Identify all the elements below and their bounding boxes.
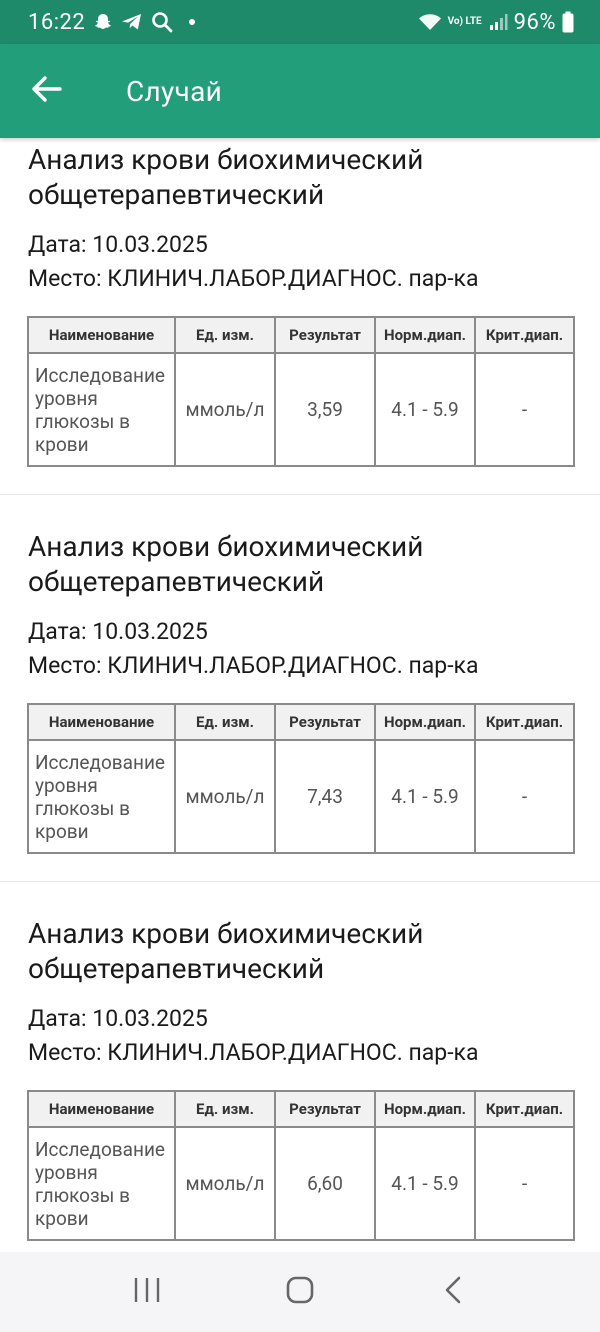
table-header-row	[28, 1091, 574, 1127]
snapchat-icon	[93, 12, 113, 32]
record-title: Анализ крови биохимический общетерапевтический	[28, 143, 424, 211]
header-unit: Ед. изм.	[175, 317, 275, 353]
table-row	[28, 1127, 574, 1240]
records-list[interactable]	[0, 138, 600, 1252]
status-time: 16:22	[28, 9, 86, 35]
header-unit: Ед. изм.	[175, 1091, 275, 1127]
header-norm: Норм.диап.	[375, 1091, 475, 1127]
results-table	[27, 703, 575, 854]
header-unit: Ед. изм.	[175, 704, 275, 740]
cell-crit: -	[475, 740, 574, 853]
status-bar	[0, 0, 600, 44]
page-title: Случай	[126, 74, 223, 108]
system-nav-bar	[0, 1252, 600, 1332]
notification-dot-icon	[189, 19, 195, 25]
record-date: Дата: 10.03.2025	[28, 618, 208, 645]
header-name: Наименование	[28, 704, 175, 740]
header-norm: Норм.диап.	[375, 317, 475, 353]
header-result: Результат	[275, 1091, 375, 1127]
cell-unit: ммоль/л	[175, 740, 275, 853]
back-button[interactable]	[0, 44, 94, 138]
table-header-row	[28, 704, 574, 740]
record-title: Анализ крови биохимический общетерапевтический	[28, 917, 424, 985]
arrow-left-icon	[31, 75, 63, 107]
record-place: Место: КЛИНИЧ.ЛАБОР.ДИАГНОС. пар-ка	[28, 265, 479, 292]
record-card	[0, 882, 600, 1252]
cell-norm: 4.1 - 5.9	[375, 1127, 475, 1240]
header-result: Результат	[275, 317, 375, 353]
cell-result: 6,60	[275, 1127, 375, 1240]
cell-norm: 4.1 - 5.9	[375, 740, 475, 853]
cell-unit: ммоль/л	[175, 1127, 275, 1240]
header-name: Наименование	[28, 317, 175, 353]
cell-crit: -	[475, 1127, 574, 1240]
header-crit: Крит.диап.	[475, 704, 574, 740]
record-place: Место: КЛИНИЧ.ЛАБОР.ДИАГНОС. пар-ка	[28, 1039, 479, 1066]
app-bar	[0, 44, 600, 138]
cell-result: 3,59	[275, 353, 375, 466]
status-right	[418, 10, 574, 35]
signal-icon	[488, 12, 508, 32]
volte-icon: Vo) LTE	[447, 16, 482, 27]
recents-icon	[132, 1276, 162, 1308]
cell-unit: ммоль/л	[175, 353, 275, 466]
nav-home-button[interactable]	[270, 1262, 330, 1322]
battery-icon	[562, 11, 574, 33]
record-title: Анализ крови биохимический общетерапевтический	[28, 530, 424, 598]
cell-result: 7,43	[275, 740, 375, 853]
battery-percent: 96%	[513, 9, 556, 35]
cell-name: Исследование уровня глюкозы в крови	[28, 353, 175, 466]
wifi-icon	[418, 12, 442, 32]
nav-recents-button[interactable]	[117, 1262, 177, 1322]
header-crit: Крит.диап.	[475, 1091, 574, 1127]
table-row	[28, 740, 574, 853]
table-header-row	[28, 317, 574, 353]
cell-crit: -	[475, 353, 574, 466]
nav-back-button[interactable]	[423, 1262, 483, 1322]
nav-back-icon	[442, 1275, 464, 1309]
header-crit: Крит.диап.	[475, 317, 574, 353]
cell-norm: 4.1 - 5.9	[375, 353, 475, 466]
telegram-icon	[121, 12, 143, 32]
record-card	[0, 495, 600, 882]
results-table	[27, 1090, 575, 1241]
home-icon	[285, 1275, 315, 1309]
header-name: Наименование	[28, 1091, 175, 1127]
record-date: Дата: 10.03.2025	[28, 1005, 208, 1032]
cell-name: Исследование уровня глюкозы в крови	[28, 1127, 175, 1240]
record-date: Дата: 10.03.2025	[28, 231, 208, 258]
status-left	[28, 10, 195, 35]
record-place: Место: КЛИНИЧ.ЛАБОР.ДИАГНОС. пар-ка	[28, 652, 479, 679]
record-card	[0, 138, 600, 495]
results-table	[27, 316, 575, 467]
search-icon	[151, 11, 173, 33]
header-norm: Норм.диап.	[375, 704, 475, 740]
header-result: Результат	[275, 704, 375, 740]
table-row	[28, 353, 574, 466]
cell-name: Исследование уровня глюкозы в крови	[28, 740, 175, 853]
